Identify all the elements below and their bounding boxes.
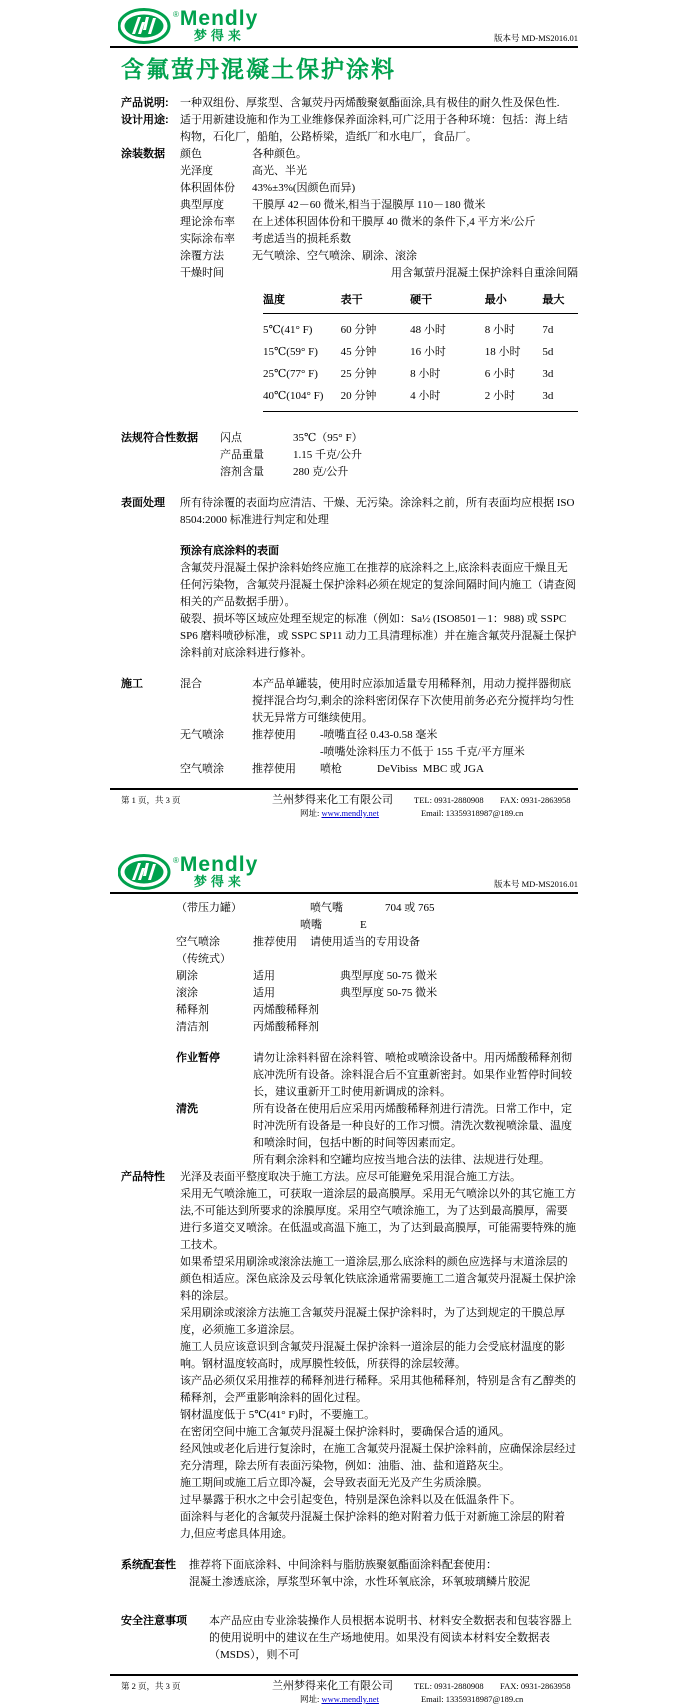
- cell-temp: 40℃(104° F): [263, 385, 341, 412]
- coating-key: 干燥时间: [180, 267, 224, 279]
- website-link[interactable]: www.mendly.net: [321, 808, 379, 818]
- airless-key: 无气喷涂: [180, 729, 224, 741]
- air-nozzle-value: 704 或 765: [385, 902, 435, 914]
- pressure-pot-label: （带压力罐）: [176, 902, 242, 914]
- product-features-label: 产品特性: [121, 1171, 165, 1183]
- cell-min: 18 小时: [484, 346, 521, 358]
- dry-col-max: 最大: [542, 292, 578, 314]
- dry-table-header-row: [263, 292, 578, 314]
- precoat-paragraph-1: 含氟荧丹混凝土保护涂料始终应施工在推荐的底涂料之上,底涂料表面应干燥且无任何污染物，含氟荧丹混凝土保护涂料必须在规定的复涂间隔时间内施工（请查阅相关的产品数据手册）。: [180, 562, 576, 608]
- website-label: 网址:: [300, 1694, 322, 1704]
- dry-col-hard-dry: 硬干: [410, 292, 485, 314]
- cell-hard: 16 小时: [410, 346, 446, 358]
- cleaner-label: 清洁剂: [176, 1021, 209, 1033]
- brand-name-en: Mendly: [179, 853, 259, 876]
- feature-paragraph: 采用无气喷涂施工，可获取一道涂层的最高膜厚。采用无气喷涂以外的其它施工方法,不可能达到所要求的涂膜厚度。采用空气喷涂施工，为了达到最高膜厚，需要进行多道交叉喷涂。在低温或高温下施工，为了达到最高膜厚，可能需要特殊的施工技术。: [180, 1188, 576, 1251]
- coating-value: 43%±3%(因颜色而异): [252, 182, 356, 194]
- table-row: [263, 341, 578, 363]
- coating-key: 实际涂布率: [180, 233, 235, 245]
- construction-section: [121, 676, 578, 778]
- page1-header: [110, 0, 578, 44]
- page-number: 第 1 页，共 3 页: [121, 795, 181, 805]
- thinner-value: 丙烯酸稀释剂: [253, 1004, 319, 1016]
- precoat-heading: 预涂有底涂料的表面: [180, 545, 279, 557]
- company-name: 兰州梦得来化工有限公司: [272, 794, 393, 806]
- reg-row-weight: [220, 447, 578, 464]
- dry-col-surface-dry: 表干: [341, 292, 411, 314]
- cell-temp: 25℃(77° F): [263, 368, 318, 380]
- coating-row-theoretical: [180, 214, 578, 231]
- cell-max: 7d: [542, 324, 554, 336]
- work-pause-label: 作业暂停: [176, 1052, 220, 1064]
- feature-paragraph: 如果希望采用刷涂或滚涂法施工一道涂层,那么底涂料的颜色应选择与末道涂层的颜色相适应。深色底涂及云母氧化铁底涂通常需要施工二道含氟荧丹混凝土保护涂料的涂层。: [180, 1256, 576, 1302]
- coating-value: 在上述体积固体份和干膜厚 40 微米的条件下,4 平方米/公斤: [252, 216, 536, 228]
- airless-nozzle-diameter: -喷嘴直径 0.43-0.58 毫米: [320, 729, 438, 741]
- design-usage-label: 设计用途:: [121, 114, 169, 126]
- website-label: 网址:: [300, 808, 322, 818]
- coating-row-practical: [180, 231, 578, 248]
- product-description-label: 产品说明:: [121, 97, 169, 109]
- mendly-logo-icon: [118, 854, 172, 890]
- cleaner-value: 丙烯酸稀释剂: [253, 1021, 319, 1033]
- feature-paragraph: 过早暴露于积水之中会引起变色，特别是深色涂料以及在低温条件下。: [180, 1494, 521, 1506]
- mendly-logo: [118, 8, 258, 44]
- feature-paragraph: 光泽及表面平整度取决于施工方法。应尽可能避免采用混合施工方法。: [180, 1171, 521, 1183]
- suitable-label: 适用: [253, 970, 275, 982]
- page1-content: [121, 95, 578, 778]
- cell-surface: 45 分钟: [340, 346, 377, 358]
- air-spray-conventional-row: [176, 934, 578, 968]
- spray-gun-label: 喷枪: [320, 763, 342, 775]
- work-pause-section: [176, 1050, 578, 1169]
- air-spray-key: 空气喷涂: [180, 763, 224, 775]
- registered-mark: ®: [173, 10, 179, 19]
- page2-header: [110, 846, 578, 890]
- airless-pressure: -喷嘴处涂料压力不低于 155 千克/平方厘米: [320, 746, 525, 758]
- recommend-label: 推荐使用: [253, 936, 297, 948]
- reg-row-solvent: [220, 464, 578, 481]
- cell-min: 2 小时: [485, 385, 543, 412]
- feature-paragraph: 采用刷涂或滚涂方法施工含氟荧丹混凝土保护涂料时，为了达到规定的干膜总厚度，必须施工多道涂层。: [180, 1307, 565, 1336]
- air-spray-label: 空气喷涂: [176, 936, 220, 948]
- coating-row-color: [180, 146, 578, 163]
- mendly-logo: [118, 854, 258, 890]
- table-row: [263, 314, 578, 342]
- coating-key: 体积固体份: [180, 182, 235, 194]
- construction-label: 施工: [121, 678, 143, 690]
- surface-treatment-label: 表面处理: [121, 497, 165, 509]
- page-2: [0, 846, 687, 1706]
- cleaning-paragraph-2: 所有剩余涂料和空罐均应按当地合法的法律、法规进行处理。: [253, 1154, 550, 1166]
- footer-email: Email: 13359318987@189.cn: [420, 808, 524, 818]
- cell-hard: 4 小时: [410, 385, 485, 412]
- coating-value: 各种颜色。: [252, 148, 307, 160]
- coating-value: 干膜厚 42－60 微米,相当于湿膜厚 110－180 微米: [252, 199, 486, 211]
- feature-paragraph: 钢材温度低于 5℃(41° F)时，不要施工。: [180, 1409, 376, 1421]
- coating-row-solids: [180, 180, 578, 197]
- cell-max: 3d: [542, 385, 578, 412]
- surface-treatment-text: 所有待涂覆的表面均应清洁、干燥、无污染。涂涂料之前，所有表面均应根据 ISO 8504:2000 标准进行判定和处理: [180, 497, 575, 526]
- precoat-paragraph-2: 破裂、损坏等区域应处理至规定的标准（例如：Sa½ (ISO8501－1：988) 或 SSPC SP6 磨料喷砂标准，或 SSPC SP11 动力工具清理标准）并在施含氟荧丹混凝土保护涂料前对底涂料进行修补。: [180, 613, 577, 659]
- air-spray-recommend: 推荐使用: [252, 763, 296, 775]
- nozzle-label: 喷嘴: [300, 919, 322, 931]
- brand-name-cn: 梦得来: [193, 874, 245, 889]
- cleaning-label: 清洗: [176, 1103, 198, 1115]
- safety-text: 本产品应由专业涂装操作人员根据本说明书、材料安全数据表和包装容器上的使用说明中的建议在生产场地使用。如果没有阅读本材料安全数据表（MSDS），则不可: [209, 1615, 572, 1661]
- reg-key: 溶剂含量: [220, 466, 264, 478]
- mixing-key: 混合: [180, 678, 202, 690]
- nozzle-row: [176, 917, 578, 934]
- reg-value: 35℃（95° F）: [293, 432, 363, 444]
- pressure-pot-row: [176, 900, 578, 917]
- design-usage-text: 适于用新建设施和作为工业维修保养面涂料,可广泛用于各种环境：包括：海上结构物，石化厂，船舶，公路桥梁，造纸厂和水电厂，食品厂。: [180, 114, 568, 143]
- version-number: 版本号 MD-MS2016.01: [493, 879, 578, 889]
- system-compatibility-line-2: 混凝土渗透底涂，厚浆型环氧中涂，水性环氧底涂，环氧玻璃鳞片胶泥: [189, 1576, 530, 1588]
- page2-footer: [110, 1674, 578, 1706]
- page-1: [0, 0, 687, 820]
- roller-row: [176, 985, 578, 1002]
- suitable-label: 适用: [253, 987, 275, 999]
- feature-paragraph: 施工期间或施工后立即冷凝，会导致表面无光及产生劣质涂膜。: [180, 1477, 488, 1489]
- system-compatibility-label: 系统配套性: [121, 1559, 176, 1571]
- dry-col-min: 最小: [485, 292, 543, 314]
- coating-value: 高光、半光: [252, 165, 307, 177]
- coating-row-thickness: [180, 197, 578, 214]
- coating-row-method: [180, 248, 578, 265]
- spray-gun-value: DeVibiss MBC 或 JGA: [377, 763, 484, 775]
- coating-key: 理论涂布率: [180, 216, 235, 228]
- feature-paragraph: 在密闭空间中施工含氟荧丹混凝土保护涂料时，要确保合适的通风。: [180, 1426, 510, 1438]
- cell-surface: 20 分钟: [341, 385, 411, 412]
- product-features-section: [121, 1169, 578, 1543]
- table-row: [263, 363, 578, 385]
- feature-paragraph: 经风蚀或老化后进行复涂时，在施工含氟荧丹混凝土保护涂料前，应确保涂层经过充分清理，除去所有表面污染物，例如：油脂、油、盐和道路灰尘。: [180, 1443, 576, 1472]
- version-number: 版本号 MD-MS2016.01: [493, 33, 578, 43]
- company-name: 兰州梦得来化工有限公司: [272, 1680, 393, 1692]
- cell-min: 8 小时: [484, 324, 515, 336]
- cleaning-paragraph-1: 所有设备在使用后应采用丙烯酸稀释剂进行清洗。日常工作中，定时冲洗所有设备是一种良好的工作习惯。清洗次数视喷涂量、温度和喷涂时间，包括中断的时间等因素而定。: [253, 1103, 572, 1149]
- table-row: [263, 385, 578, 412]
- coating-data-section: [121, 146, 578, 422]
- work-pause-text: 请勿让涂料料留在涂料管、喷枪或喷涂设备中。用丙烯酸稀释剂彻底冲洗所有设备。涂料混合后不宜重新密封。如果作业暂停时间较长，建议重新开工时使用新调成的涂料。: [253, 1052, 572, 1098]
- cell-min: 6 小时: [484, 368, 515, 380]
- conventional-label: （传统式）: [176, 953, 231, 965]
- airless-pressure-row: [180, 744, 578, 761]
- reg-value: 1.15 千克/公升: [293, 449, 363, 461]
- reg-key: 产品重量: [220, 449, 264, 461]
- product-description-text: 一种双组份、厚浆型、含氟荧丹丙烯酸聚氨酯面涂,具有极佳的耐久性及保色性.: [180, 97, 560, 109]
- equipment-block: [176, 900, 578, 1036]
- page-title: 含氟萤丹混凝土保护涂料: [121, 56, 396, 82]
- surface-treatment-section: [121, 495, 578, 529]
- mendly-logo-icon: [118, 8, 172, 44]
- cell-hard: 8 小时: [410, 368, 441, 380]
- safety-label: 安全注意事项: [121, 1615, 187, 1627]
- brush-label: 刷涂: [176, 970, 198, 982]
- header-rule: [110, 46, 578, 48]
- mixing-text: 本产品单罐装，使用时应添加适量专用稀释剂，用动力搅拌器彻底搅拌混合均匀,剩余的涂料密闭保存下次使用前务必充分搅拌均匀性状无异常方可继续使用。: [252, 678, 574, 724]
- coating-data-label: 涂装数据: [121, 148, 165, 160]
- cleaner-row: [176, 1019, 578, 1036]
- dry-col-temperature: 温度: [263, 292, 341, 314]
- cell-temp: 15℃(59° F): [263, 346, 318, 358]
- cell-surface: 25 分钟: [340, 368, 377, 380]
- airless-recommend: 推荐使用: [252, 729, 296, 741]
- air-spray-row: [180, 761, 578, 778]
- nozzle-value: E: [360, 919, 367, 931]
- cell-temp: 5℃(41° F): [263, 324, 313, 336]
- cell-max: 3d: [542, 368, 554, 380]
- coating-key: 光泽度: [180, 165, 213, 177]
- coating-row-gloss: [180, 163, 578, 180]
- coating-value: 考虑适当的损耗系数: [252, 233, 351, 245]
- cell-hard: 48 小时: [410, 324, 446, 336]
- footer-tel: TEL: 0931-2880908: [414, 795, 484, 805]
- safety-section: [121, 1613, 578, 1664]
- footer-fax: FAX: 0931-2863958: [500, 795, 571, 805]
- roller-label: 滚涂: [176, 987, 198, 999]
- air-spray-equipment: 请使用适当的专用设备: [310, 936, 420, 948]
- brand-name-en: Mendly: [179, 7, 259, 30]
- precoat-section: [121, 543, 578, 662]
- coating-value: 用含氟萤丹混凝土保护涂料自重涂间隔: [391, 267, 578, 279]
- regulatory-label: 法规符合性数据: [121, 432, 198, 444]
- coating-row-drytime: [180, 265, 578, 282]
- dry-time-table: [263, 292, 578, 412]
- brush-thickness: 典型厚度 50-75 微米: [340, 970, 438, 982]
- coating-key: 典型厚度: [180, 199, 224, 211]
- air-nozzle-label: 喷气嘴: [310, 902, 343, 914]
- reg-row-flashpoint: [220, 430, 578, 447]
- brand-name-cn: 梦得来: [193, 28, 245, 43]
- header-rule: [110, 892, 578, 894]
- coating-key: 涂覆方法: [180, 250, 224, 262]
- footer-fax: FAX: 0931-2863958: [500, 1681, 571, 1691]
- registered-mark: ®: [173, 856, 179, 865]
- coating-key: 颜色: [180, 148, 202, 160]
- reg-key: 闪点: [220, 432, 242, 444]
- thinner-row: [176, 1002, 578, 1019]
- page-number: 第 2 页，共 3 页: [121, 1681, 181, 1691]
- product-description-row: [121, 95, 578, 112]
- regulatory-section: [121, 430, 578, 481]
- footer-email: Email: 13359318987@189.cn: [420, 1694, 524, 1704]
- airless-spray-row: [180, 727, 578, 744]
- brush-row: [176, 968, 578, 985]
- design-usage-row: [121, 112, 578, 146]
- reg-value: 280 克/公升: [293, 466, 349, 478]
- mixing-row: [180, 676, 578, 727]
- feature-paragraph: 施工人员应该意识到含氟荧丹混凝土保护涂料一道涂层的能力会受底材温度的影响。钢材温度较高时，成厚膜性较低，所获得的涂层较薄。: [180, 1341, 565, 1370]
- coating-value: 无气喷涂、空气喷涂、刷涂、滚涂: [252, 250, 417, 262]
- system-compatibility-section: [121, 1557, 578, 1591]
- website-link[interactable]: www.mendly.net: [321, 1694, 379, 1704]
- page1-footer: [110, 788, 578, 820]
- footer-tel: TEL: 0931-2880908: [414, 1681, 484, 1691]
- feature-paragraph: 该产品必须仅采用推荐的稀释剂进行稀释。采用其他稀释剂，特别是含有乙醇类的稀释剂，会严重影响涂料的固化过程。: [180, 1375, 576, 1404]
- cleaning-section: [176, 1101, 578, 1169]
- roller-thickness: 典型厚度 50-75 微米: [340, 987, 438, 999]
- thinner-label: 稀释剂: [176, 1004, 209, 1016]
- cell-surface: 60 分钟: [340, 324, 377, 336]
- page2-content: [121, 900, 578, 1664]
- system-compatibility-line-1: 推荐将下面底涂料、中间涂料与脂肪族聚氨酯面涂料配套使用：: [189, 1559, 497, 1571]
- feature-paragraph: 面涂料与老化的含氟荧丹混凝土保护涂料的绝对附着力低于对新施工涂层的附着力,但应考虑具体用途。: [180, 1511, 565, 1540]
- cell-max: 5d: [542, 346, 554, 358]
